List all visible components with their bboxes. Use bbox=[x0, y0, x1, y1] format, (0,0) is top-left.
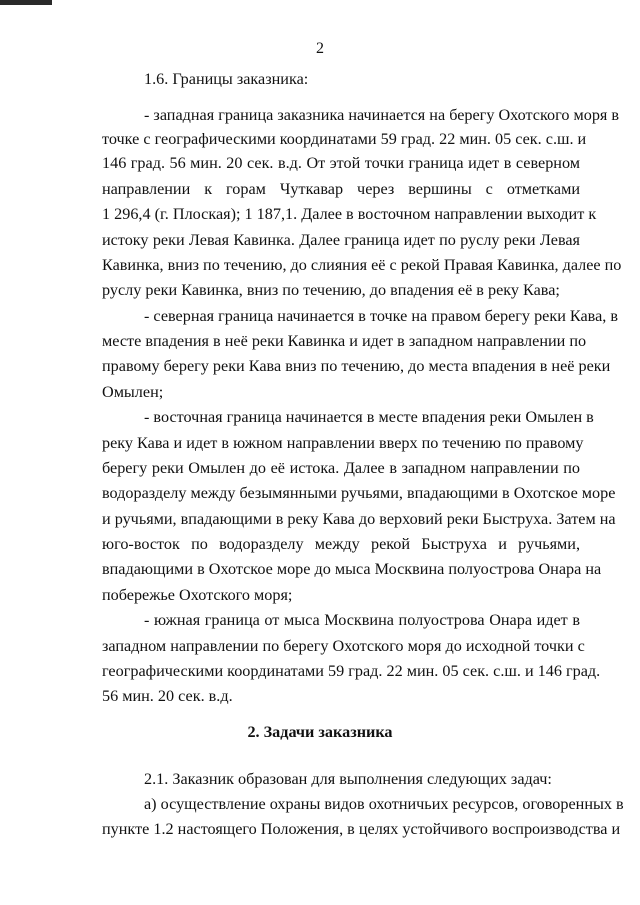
text-line: юго-восток по водоразделу между рекой Быструха и ручьями, bbox=[102, 535, 580, 553]
section-heading: 2. Задачи заказника bbox=[247, 723, 393, 741]
text-line: а) осуществление охраны видов охотничьих ресурсов, оговоренных в bbox=[144, 795, 624, 813]
text-line: географическими координатами 59 град. 22 мин. 05 сек. с.ш. и 146 град. bbox=[102, 662, 601, 680]
text-line: и ручьями, впадающими в реку Кава до верховий реки Быструха. Затем на bbox=[102, 510, 616, 528]
text-line: берегу реки Омылен до её истока. Далее в западном направлении по bbox=[102, 459, 580, 477]
text-line: 2.1. Заказник образован для выполнения следующих задач: bbox=[144, 770, 552, 788]
text-line: 1 296,4 (г. Плоская); 1 187,1. Далее в восточном направлении выходит к bbox=[102, 205, 597, 223]
text-line: руслу реки Кавинка, вниз по течению, до впадения её в реку Кава; bbox=[102, 281, 560, 299]
text-line: реку Кава и идет в южном направлении вверх по течению по правому bbox=[102, 434, 584, 452]
text-line: 146 град. 56 мин. 20 сек. в.д. От этой точки граница идет в северном bbox=[102, 154, 580, 172]
text-line: водоразделу между безымянными ручьями, впадающими в Охотское море bbox=[102, 484, 616, 502]
text-line: западном направлении по берегу Охотского моря до исходной точки с bbox=[102, 637, 585, 655]
text-line: пункте 1.2 настоящего Положения, в целях устойчивого воспроизводства и bbox=[102, 820, 621, 838]
text-line: правому берегу реки Кава вниз по течению, до места впадения в неё реки bbox=[102, 357, 611, 375]
text-line: - южная граница от мыса Москвина полуострова Онара идет в bbox=[144, 611, 580, 629]
text-line: 1.6. Границы заказника: bbox=[144, 70, 309, 88]
scan-edge-mark bbox=[0, 0, 52, 5]
text-line: Кавинка, вниз по течению, до слияния её с рекой Правая Кавинка, далее по bbox=[102, 256, 622, 274]
page-number: 2 bbox=[316, 40, 324, 57]
text-line: - северная граница начинается в точке на правом берегу реки Кава, в bbox=[144, 307, 619, 325]
text-line: - восточная граница начинается в месте впадения реки Омылен в bbox=[144, 408, 594, 426]
text-line: - западная граница заказника начинается на берегу Охотского моря в bbox=[144, 106, 620, 124]
text-line: 56 мин. 20 сек. в.д. bbox=[102, 687, 233, 705]
text-line: впадающими в Охотское море до мыса Москвина полуострова Онара на bbox=[102, 560, 602, 578]
text-line: месте впадения в неё реки Кавинка и идет в западном направлении по bbox=[102, 332, 587, 350]
text-line: Омылен; bbox=[102, 383, 164, 401]
text-line: истоку реки Левая Кавинка. Далее граница идет по руслу реки Левая bbox=[102, 231, 580, 249]
text-line: направлении к горам Чуткавар через вершины с отметками bbox=[102, 180, 580, 198]
text-line: точке с географическими координатами 59 град. 22 мин. 05 сек. с.ш. и bbox=[102, 130, 587, 148]
text-line: побережье Охотского моря; bbox=[102, 586, 293, 604]
